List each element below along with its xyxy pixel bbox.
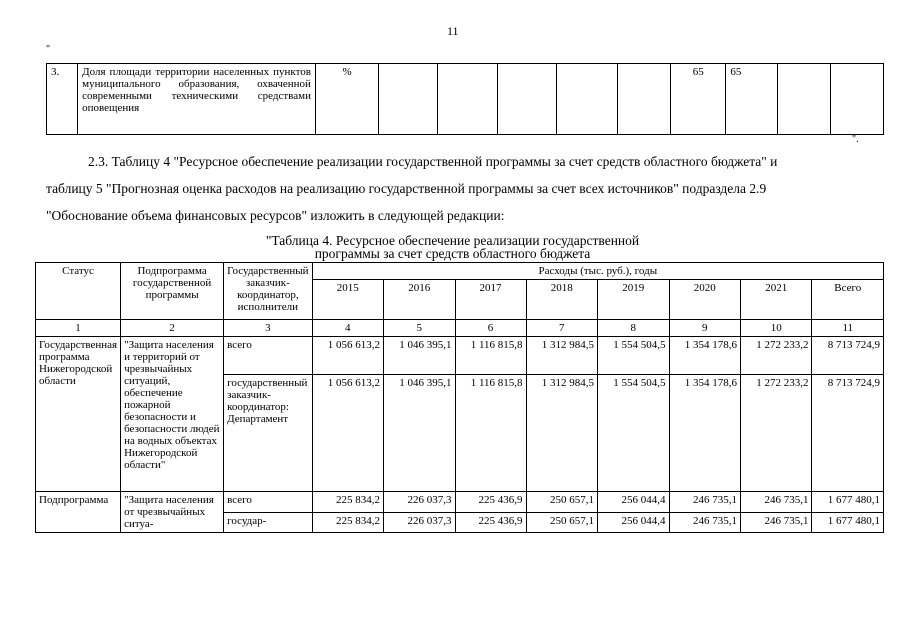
value-cell: 1 554 504,5: [598, 337, 669, 375]
header-year: 2019: [598, 280, 669, 320]
header-subprogram: Подпрограмма государственной программы: [121, 263, 224, 320]
value-cell: 226 037,3: [384, 492, 455, 513]
column-number: 1: [36, 320, 121, 337]
value-cell: 226 037,3: [384, 512, 455, 533]
column-number: 10: [740, 320, 811, 337]
value-cell: 250 657,1: [526, 512, 597, 533]
table-caption: программы за счет средств областного бюджета: [314, 246, 591, 261]
paragraph-line: 2.3. Таблицу 4 "Ресурсное обеспечение реализации государственной программы за счет средств областного бюджета" и: [88, 154, 778, 169]
value-cell: 1 312 984,5: [526, 374, 597, 491]
value-cell: 225 436,9: [455, 512, 526, 533]
header-year-total: Всего: [812, 280, 884, 320]
value-cell: 1 312 984,5: [526, 337, 597, 375]
column-numbers-row: [36, 320, 884, 337]
value-cell: 256 044,4: [598, 492, 669, 513]
value-cell: 65: [726, 64, 777, 135]
value-cell-total: 8 713 724,9: [812, 337, 884, 375]
column-number: 3: [224, 320, 312, 337]
column-number: 2: [121, 320, 224, 337]
row-customer: всего: [224, 337, 312, 375]
value-cell: 250 657,1: [526, 492, 597, 513]
column-number: 11: [812, 320, 884, 337]
header-year: 2018: [526, 280, 597, 320]
value-cell: 1 354 178,6: [669, 374, 740, 491]
indicator-name: Доля площади территории населенных пунктов муниципального образования, охваченной современными техническими средствами оповещения: [78, 64, 316, 135]
indicator-table: [46, 63, 884, 135]
page-number: 11: [447, 24, 459, 38]
value-cell: 1 046 395,1: [384, 374, 455, 491]
row-number: 3.: [47, 64, 78, 135]
table-row: [36, 492, 884, 513]
column-number: 6: [455, 320, 526, 337]
value-cell: 225 834,2: [312, 512, 383, 533]
header-year: 2017: [455, 280, 526, 320]
column-number: 4: [312, 320, 383, 337]
value-cell: 225 436,9: [455, 492, 526, 513]
value-cell: 246 735,1: [669, 512, 740, 533]
header-year: 2016: [384, 280, 455, 320]
value-cell: 1 554 504,5: [598, 374, 669, 491]
value-cell: 246 735,1: [669, 492, 740, 513]
empty-cell: [497, 64, 556, 135]
empty-cell: [618, 64, 671, 135]
value-cell: 246 735,1: [740, 492, 811, 513]
value-cell: 225 834,2: [312, 492, 383, 513]
paragraph-line: "Обоснование объема финансовых ресурсов" изложить в следующей редакции:: [46, 208, 505, 223]
value-cell: 1 056 613,2: [312, 337, 383, 375]
column-number: 9: [669, 320, 740, 337]
value-cell-total: 8 713 724,9: [812, 374, 884, 491]
header-year: 2015: [312, 280, 383, 320]
row-customer: государ-: [224, 512, 312, 533]
empty-cell: [830, 64, 883, 135]
value-cell-total: 1 677 480,1: [812, 492, 884, 513]
header-year: 2021: [740, 280, 811, 320]
indicator-unit: %: [315, 64, 378, 135]
column-number: 8: [598, 320, 669, 337]
row-status: Подпрограмма: [36, 492, 121, 533]
table-row: [47, 64, 884, 135]
value-cell: 1 272 233,2: [740, 374, 811, 491]
opening-quote: ": [46, 44, 51, 55]
value-cell: 1 354 178,6: [669, 337, 740, 375]
budget-table: [35, 262, 884, 533]
table-caption: "Таблица 4. Ресурсное обеспечение реализации государственной: [265, 233, 640, 248]
row-status: Государственная программа Нижегородской области: [36, 337, 121, 492]
empty-cell: [777, 64, 830, 135]
row-subprogram: "Защита населения и территорий от чрезвычайных ситуаций, обеспечение пожарной безопасности и безопасности людей на водных объектах Нижегородской области": [121, 337, 224, 492]
value-cell: 246 735,1: [740, 512, 811, 533]
closing-quote: ".: [852, 134, 859, 145]
table-row: [36, 337, 884, 375]
value-cell: 1 116 815,8: [455, 337, 526, 375]
value-cell: 1 116 815,8: [455, 374, 526, 491]
header-status: Статус: [36, 263, 121, 320]
empty-cell: [556, 64, 617, 135]
column-number: 7: [526, 320, 597, 337]
header-customer: Государственный заказчик-координатор, исполнители: [224, 263, 312, 320]
empty-cell: [379, 64, 438, 135]
value-cell: 256 044,4: [598, 512, 669, 533]
row-customer: государственный заказчик-координатор: Департамент: [224, 374, 312, 491]
value-cell: 65: [671, 64, 726, 135]
column-number: 5: [384, 320, 455, 337]
value-cell: 1 056 613,2: [312, 374, 383, 491]
row-subprogram: "Защита населения от чрезвычайных ситуа-: [121, 492, 224, 533]
header-row: [36, 263, 884, 280]
empty-cell: [438, 64, 497, 135]
row-customer: всего: [224, 492, 312, 513]
header-year: 2020: [669, 280, 740, 320]
value-cell-total: 1 677 480,1: [812, 512, 884, 533]
value-cell: 1 046 395,1: [384, 337, 455, 375]
header-expenses: Расходы (тыс. руб.), годы: [312, 263, 883, 280]
paragraph-line: таблицу 5 "Прогнозная оценка расходов на реализацию государственной программы за счет всех источников" подраздела 2.9: [46, 181, 767, 196]
value-cell: 1 272 233,2: [740, 337, 811, 375]
